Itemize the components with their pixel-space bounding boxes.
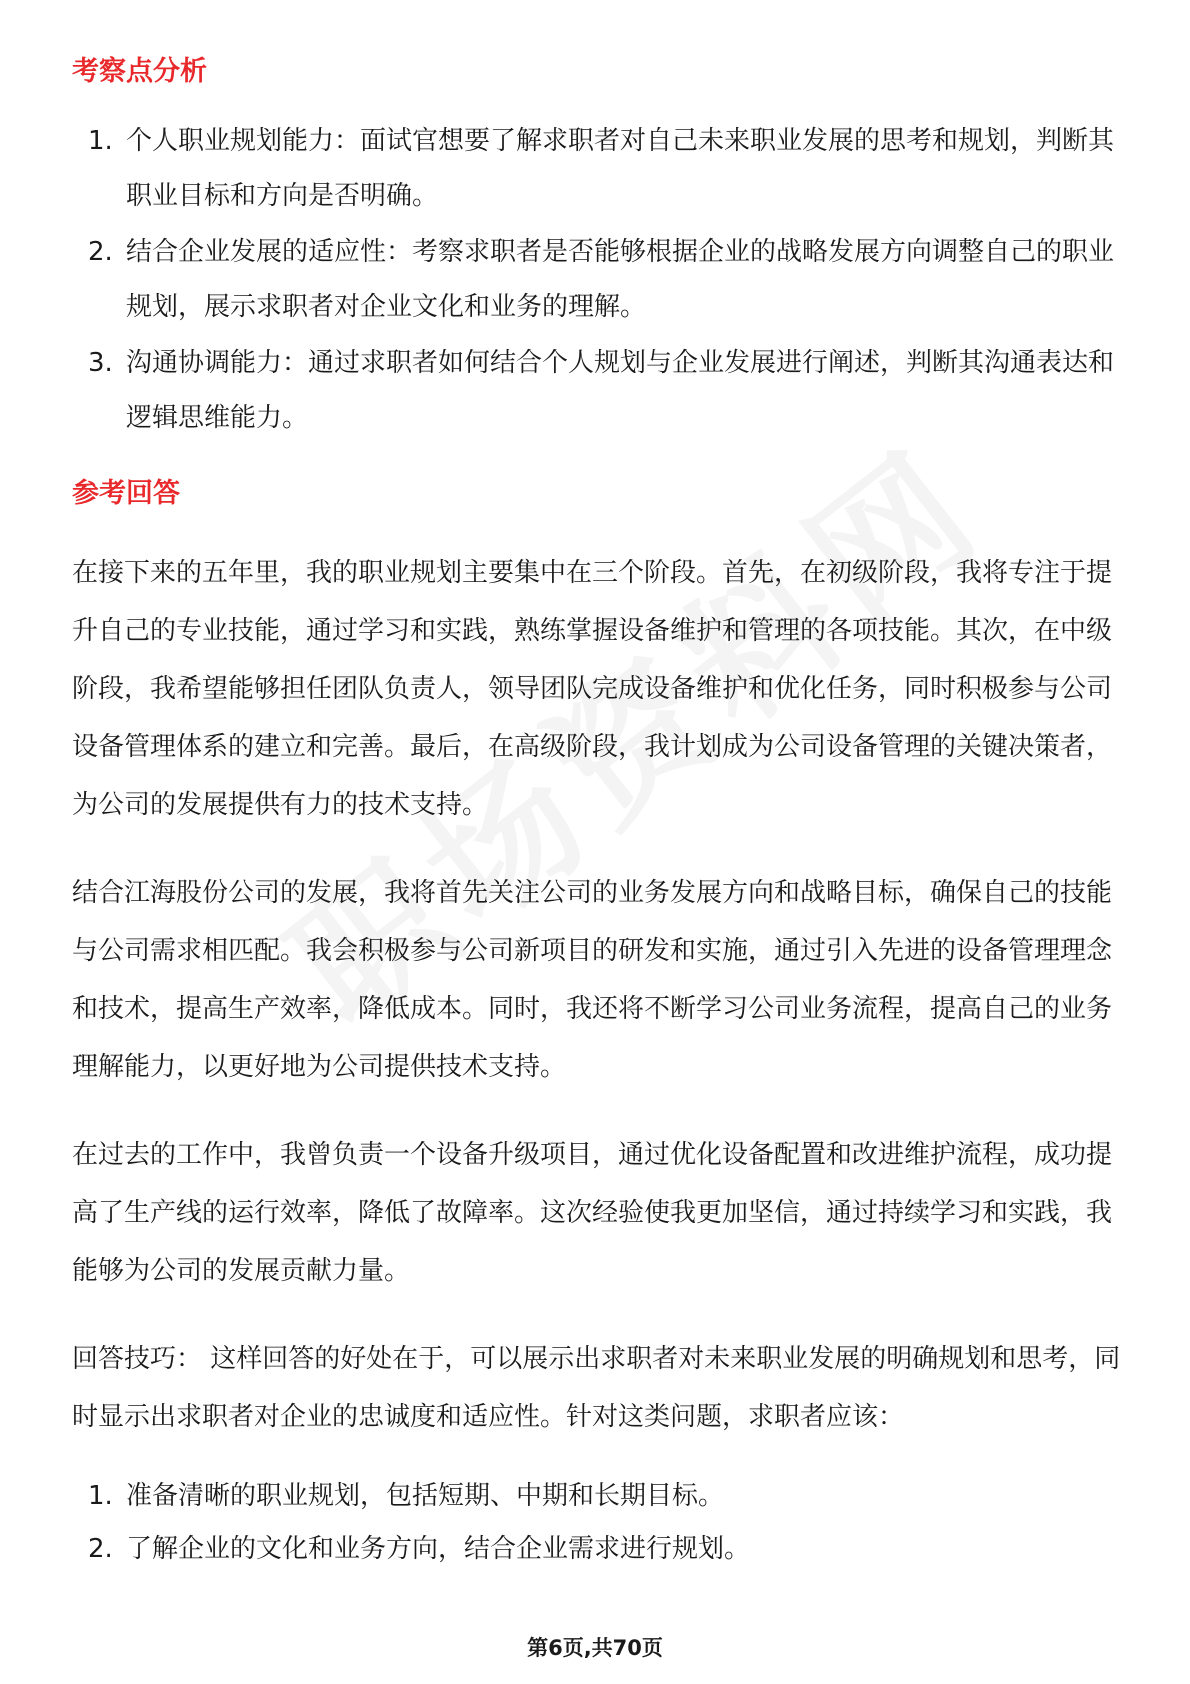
list-item xyxy=(72,114,1122,224)
list-item xyxy=(72,336,1122,446)
answer-paragraph: 在过去的工作中，我曾负责一个设备升级项目，通过优化设备配置和改进维护流程，成功提高了生产线的运行效率，降低了故障率。这次经验使我更加坚信，通过持续学习和实践，我能够为公司的发展贡献力量。 xyxy=(72,1140,1113,1286)
list-item-text: 沟通协调能力：通过求职者如何结合个人规划与企业发展进行阐述，判断其沟通表达和逻辑思维能力。 xyxy=(126,348,1115,433)
list-number: 2. xyxy=(88,237,113,267)
list-item xyxy=(72,225,1122,335)
list-number: 2. xyxy=(88,1534,113,1564)
list-item-text: 了解企业的文化和业务方向，结合企业需求进行规划。 xyxy=(126,1534,751,1564)
list-item xyxy=(72,1523,1122,1576)
answer-paragraph: 结合江海股份公司的发展，我将首先关注公司的业务发展方向和战略目标，确保自己的技能与公司需求相匹配。我会积极参与公司新项目的研发和实施，通过引入先进的设备管理理念和技术，提高生产效率，降低成本。同时，我还将不断学习公司业务流程，提高自己的业务理解能力，以更好地为公司提供技术支持。 xyxy=(72,878,1113,1082)
list-item-text: 准备清晰的职业规划，包括短期、中期和长期目标。 xyxy=(126,1481,725,1511)
analysis-list xyxy=(72,114,1122,446)
list-item xyxy=(72,1470,1122,1523)
tips-paragraph: 回答技巧： 这样回答的好处在于，可以展示出求职者对未来职业发展的明确规划和思考，同时显示出求职者对企业的忠诚度和适应性。针对这类问题，求职者应该： xyxy=(72,1344,1121,1432)
section-title-analysis: 考察点分析 xyxy=(72,56,207,87)
list-item-text: 个人职业规划能力：面试官想要了解求职者对自己未来职业发展的思考和规划，判断其职业目标和方向是否明确。 xyxy=(126,126,1115,211)
answer-paragraph: 在接下来的五年里，我的职业规划主要集中在三个阶段。首先，在初级阶段，我将专注于提升自己的专业技能，通过学习和实践，熟练掌握设备维护和管理的各项技能。其次，在中级阶段，我希望能够担任团队负责人，领导团队完成设备维护和优化任务，同时积极参与公司设备管理体系的建立和完善。最后，在高级阶段，我计划成为公司设备管理的关键决策者，为公司的发展提供有力的技术支持。 xyxy=(72,558,1113,820)
tips-list xyxy=(72,1470,1122,1576)
list-number: 3. xyxy=(88,348,113,378)
section-title-answer: 参考回答 xyxy=(72,478,180,509)
document-page xyxy=(72,48,1122,1576)
page-footer xyxy=(0,1632,1190,1662)
page-number-label: 第6页,共70页 xyxy=(527,1636,663,1660)
list-number: 1. xyxy=(88,126,113,156)
list-number: 1. xyxy=(88,1481,113,1511)
list-item-text: 结合企业发展的适应性：考察求职者是否能够根据企业的战略发展方向调整自己的职业规划，展示求职者对企业文化和业务的理解。 xyxy=(126,237,1115,322)
